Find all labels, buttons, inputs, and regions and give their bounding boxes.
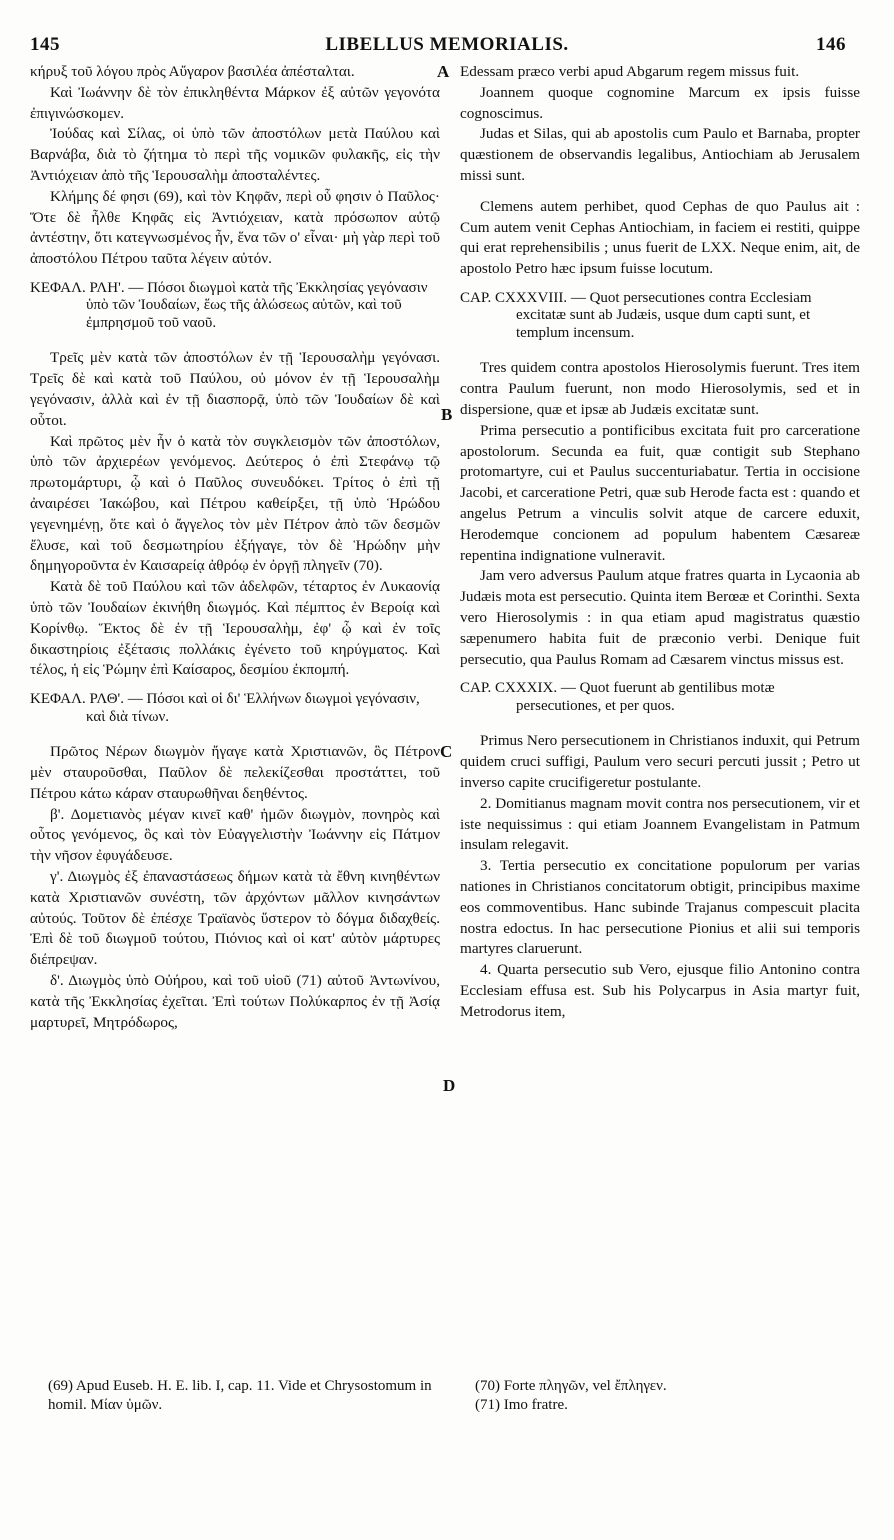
running-title: LIBELLUS MEMORIALIS. — [325, 34, 569, 55]
latin-paragraph: 3. Tertia persecutio ex concitatione populorum per varias nationes in Christianos concitatorum obtigit, principibus maxime eos commoventibus. Hanc subinde Trajanus compescuit placita nostra edoctus. In hac persecutione Pionius et alii sui temporis martyres claruerunt. — [460, 857, 860, 958]
latin-column — [460, 62, 860, 1023]
footnote-70: (70) Forte πληγῶν, vel ἔπληγεν. — [475, 1378, 667, 1394]
latin-paragraph: Judas et Silas, qui ab apostolis cum Paulo et Barnaba, propter quæstionem de observandis legalibus, Antiochiam ab Jerusalem missi sunt. — [460, 125, 860, 184]
latin-paragraph: Edessam præco verbi apud Abgarum regem missus fuit. — [460, 63, 800, 80]
greek-paragraph: Κατὰ δὲ τοῦ Παύλου καὶ τῶν ἀδελφῶν, τέταρτος ἐν Λυκαονίᾳ ὑπὸ τῶν Ἰουδαίων ἐκινήθη διωγμός. Καὶ πέμπτος ἐν Βεροίᾳ καὶ Κορίνθῳ. Ἕκτος δὲ ἐν τῇ Ἱερουσαλὴμ, ἐφ' ᾧ καὶ ἐν τοῖς δικαστηρίοις ἐξέτασις πολλάκις ἐγένετο τοῦ κηρύγματος. Καὶ τέλος, ἡ εἰς Ῥώμην ἐπὶ Καίσαρος, δεσμίου ἐκπομπή. — [30, 578, 440, 679]
greek-paragraph: Ἰούδας καὶ Σίλας, οἱ ὑπὸ τῶν ἀποστόλων μετὰ Παύλου καὶ Βαρνάβα, διὰ τὸ ζήτημα τὸ περὶ τῆς νομικῶν φυλακῆς, εἰς τὴν Ἀντιόχειαν ἀπὸ τῆς Ἱερουσαλὴμ ἀποσταλέντες. — [30, 125, 440, 184]
margin-marker-a: A — [437, 62, 450, 81]
latin-paragraph: 2. Domitianus magnam movit contra nos persecutionem, vir et iste nequissimus : qui etiam Joannem Evangelistam in Patmum insulam relegavit. — [460, 794, 860, 854]
greek-paragraph: β'. Δομετιανὸς μέγαν κινεῖ καθ' ἡμῶν διωγμὸν, πονηρὸς καὶ οὗτος γενόμενος, ὃς καὶ τὸν Εὐαγγελιστὴν Ἰωάννην εἰς Πάτμον τὴν νῆσον ἐφυγάδευσε. — [30, 805, 440, 865]
greek-paragraph: γ'. Διωγμὸς ἐξ ἐπαναστάσεως δήμων κατὰ τὰ ἔθνη κινηθέντων κατὰ Χριστιανῶν συνέστη, τῶν ἀρχόντων μᾶλλον κινησάντων αὐτούς. Τοῦτον δὲ ἐπέσχε Τραϊανὸς ὕστερον τὸ δόγμα διδαχθείς. Ἐπὶ δὲ τοῦ διωγμοῦ τούτου, Πιόνιος καὶ οἱ κατ' αὐτὸν μάρτυρες διέπρεψαν. — [30, 868, 440, 969]
greek-column — [30, 62, 440, 1033]
margin-marker-c: C — [440, 742, 453, 761]
margin-marker-b: B — [441, 405, 453, 424]
latin-paragraph: Tres quidem contra apostolos Hierosolymis fuerunt. Tres item contra Paulum fuerunt, non modo Hierosolymis, sed et in dispersione, quæ et ipsæ ab Judæis excitatæ sunt. — [460, 359, 860, 419]
greek-paragraph: Κλήμης δέ φησι (69), καὶ τὸν Κηφᾶν, περὶ οὗ φησιν ὁ Παῦλος· Ὅτε δὲ ἦλθε Κηφᾶς εἰς Ἀντιόχειαν, κατὰ πρόσωπον αὐτῷ ἀντέστην, ὅτι κατεγνωσμένος ἦν, ἕνα τῶν ο' εἶναι· μὴ γὰρ περὶ τοῦ ἀποστόλου Πέτρου ταῦτα λέγειν αὐτόν. — [30, 187, 440, 268]
margin-marker-d: D — [443, 1076, 456, 1095]
greek-paragraph: κήρυξ τοῦ λόγου πρὸς Αὔγαρον βασιλέα ἀπέσταλται. — [30, 63, 355, 80]
latin-paragraph: Clemens autem perhibet, quod Cephas de quo Paulus ait : Cum autem venit Cephas Antiochiam, in faciem ei restiti, quippe qui erat reprehensibilis ; unus fuerit de LXX. Neque enim, ait, de apostolo Petro hæc ipsum fuisse locutum. — [460, 197, 860, 278]
greek-paragraph: Τρεῖς μὲν κατὰ τῶν ἀποστόλων ἐν τῇ Ἱερουσαλὴμ γεγόνασι. Τρεῖς δὲ καὶ κατὰ τοῦ Παύλου, οὐ μόνον ἐν τῇ Ἱερουσαλὴμ γεγόνασιν, ἀλλὰ καὶ ἐν τῇ διασπορᾷ, ὑπὸ τῶν Ἰουδαίων δὲ καὶ οὗτοι. — [30, 349, 440, 429]
latin-paragraph: Joannem quoque cognomine Marcum ex ipsis fuisse cognoscimus. — [460, 83, 860, 122]
greek-paragraph: Καὶ πρῶτος μὲν ἦν ὁ κατὰ τὸν συγκλεισμὸν τῶν ἀποστόλων, ὑπὸ τῶν ἀρχιερέων γενόμενος. Δεύτερος ὁ ἐπὶ Στεφάνῳ τῷ πρωτομάρτυρι, ᾧ καὶ ὁ Παῦλος συνευδόκει. Τρίτος ὁ ἐπὶ τῇ ἀναιρέσει Ἰακώβου, καὶ Πέτρου καθείρξει, τῇ ὑπὸ Ἡρώδου γεγενημένῃ, ὅτε καὶ ὁ ἄγγελος τὸν μὲν Πέτρον ἀπὸ τῶν δεσμῶν ἔλυσε, καὶ τοῦ δεσμωτηρίου ἐξήγαγε, τὸν δὲ Ἡρώδην μὴν δημηγοροῦντα ἐν Καισαρείᾳ ἀθρόῳ ἐν ὀργῇ πληγεῖν (70). — [30, 432, 440, 575]
latin-chapter-heading: CAP. CXXXVIII. — Quot persecutiones contra Ecclesiam excitatæ sunt ab Judæis, usque dum capti sunt, et templum incensum. — [460, 289, 812, 341]
latin-paragraph: Prima persecutio a pontificibus excitata fuit pro carceratione apostolorum. Secunda ea fuit, quæ contigit sub Stephano protomartyre, cui et Paulus succenturiabatur. Tertia in occisione Jacobi, et carceratione Petri, quæ sub Herode facta est : quando et angelus Petrum a vinculis solvit atque de carcere eduxit, Herodemque concionem ad populum habentem Cæsareæ repentina indignatione vulneravit. — [460, 421, 860, 564]
greek-chapter-heading: ΚΕΦΑΛ. ΡΛΗ'. — Πόσοι διωγμοὶ κατὰ τῆς Ἐκκλησίας γεγόνασιν ὑπὸ τῶν Ἰουδαίων, ἕως τῆς ἁλώσεως αὐτῶν, καὶ τοῦ ἐμπρησμοῦ τοῦ ναοῦ. — [30, 279, 428, 331]
latin-paragraph: 4. Quarta persecutio sub Vero, ejusque filio Antonino contra Ecclesiam effusa est. Sub his Polycarpus in Asia martyr fuit, Metrodorus item, — [460, 961, 860, 1020]
latin-paragraph: Primus Nero persecutionem in Christianos induxit, qui Petrum quidem cruci suffigi, Paulum vero securi percuti jussit ; Petro ut inverso capite crucifigeretur postulante. — [460, 732, 860, 792]
greek-chapter-heading: ΚΕΦΑΛ. ΡΛΘ'. — Πόσοι καὶ οἱ δι' Ἑλλήνων διωγμοὶ γεγόνασιν, καὶ διὰ τίνων. — [30, 691, 420, 725]
latin-chapter-heading: CAP. CXXXIX. — Quot fuerunt ab gentilibus motæ persecutiones, et per quos. — [460, 680, 775, 714]
page-number-right: 146 — [816, 34, 846, 55]
footnote-69: (69) Apud Euseb. H. E. lib. I, cap. 11. Vide et Chrysostomum in homil. Μίαν ὑμῶν. — [48, 1378, 432, 1413]
page-number-left: 145 — [30, 34, 60, 55]
greek-paragraph: Καὶ Ἰωάννην δὲ τὸν ἐπικληθέντα Μάρκον ἐξ αὐτῶν γεγονότα ἐπιγινώσκομεν. — [30, 83, 440, 122]
footnotes-right — [475, 1377, 855, 1414]
greek-paragraph: Πρῶτος Νέρων διωγμὸν ἤγαγε κατὰ Χριστιανῶν, ὃς Πέτρον μὲν σταυροῦσθαι, Παῦλον δὲ πελεκίζεσθαι προστάττει, τοῦ Πέτρου κάτω κάραν σταυρωθῆναι δεηθέντος. — [30, 743, 440, 802]
latin-paragraph: Jam vero adversus Paulum atque fratres quarta in Lycaonia ab Judæis mota est persecutio. Quinta item Berœæ et Corinthi. Sexta vero Hierosolymis : in qua etiam apud magistratus quæstio sæpenumero habita fuit de præconio verbi. Denique fuit persecutio, qua Paulus Romam ad Cæsarem vinctus missus est. — [460, 567, 860, 668]
footnotes-left — [48, 1377, 448, 1414]
greek-paragraph: δ'. Διωγμὸς ὑπὸ Οὐήρου, καὶ τοῦ υἱοῦ (71) αὐτοῦ Ἀντωνίνου, κατὰ τῆς Ἐκκλησίας ἐχεῖται. Ἐπὶ τούτων Πολύκαρπος ἐν τῇ Ἀσίᾳ μαρτυρεῖ, Μητρόδωρος, — [30, 971, 440, 1031]
footnote-71: (71) Imo fratre. — [475, 1396, 568, 1413]
